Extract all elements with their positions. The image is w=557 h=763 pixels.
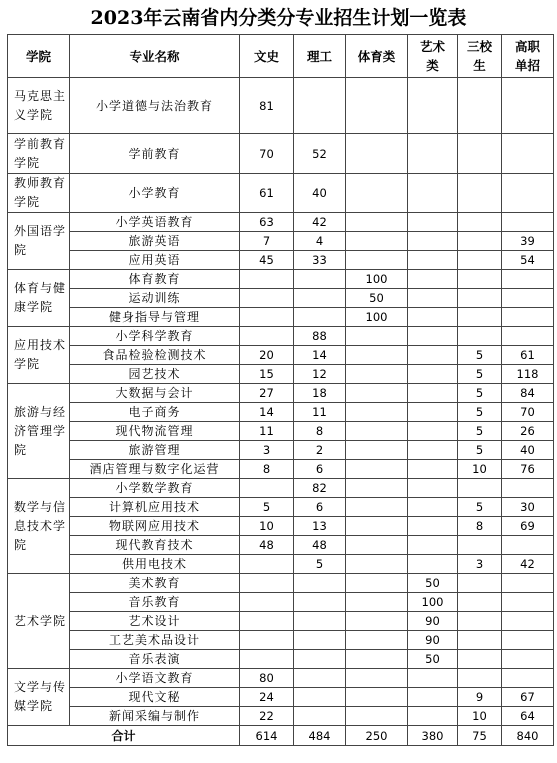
- table-row: [8, 270, 554, 289]
- tiyu-cell: [346, 612, 408, 631]
- sanxiaosheng-cell: [458, 612, 502, 631]
- college-cell: 外国语学院: [8, 213, 70, 270]
- gaozhi-cell: [502, 669, 554, 688]
- tiyu-cell: 100: [346, 308, 408, 327]
- total-yishu: 380: [408, 726, 458, 746]
- ligong-cell: 11: [294, 403, 346, 422]
- table-row: [8, 536, 554, 555]
- table-row: [8, 517, 554, 536]
- gaozhi-cell: 118: [502, 365, 554, 384]
- table-row: [8, 174, 554, 213]
- gaozhi-cell: [502, 78, 554, 134]
- major-cell: 艺术设计: [70, 612, 240, 631]
- gaozhi-cell: [502, 631, 554, 650]
- table-row: [8, 365, 554, 384]
- tiyu-cell: [346, 134, 408, 174]
- college-cell: 应用技术学院: [8, 327, 70, 384]
- yishu-cell: [408, 422, 458, 441]
- sanxiaosheng-cell: [458, 574, 502, 593]
- major-cell: 计算机应用技术: [70, 498, 240, 517]
- college-cell: 数学与信息技术学院: [8, 479, 70, 574]
- major-cell: 大数据与会计: [70, 384, 240, 403]
- major-cell: 现代文秘: [70, 688, 240, 707]
- sanxiaosheng-cell: 5: [458, 365, 502, 384]
- yishu-cell: [408, 403, 458, 422]
- sanxiaosheng-cell: 5: [458, 498, 502, 517]
- yishu-cell: [408, 460, 458, 479]
- major-cell: 音乐教育: [70, 593, 240, 612]
- gaozhi-cell: [502, 612, 554, 631]
- yishu-cell: [408, 384, 458, 403]
- wenshi-cell: 10: [240, 517, 294, 536]
- header-wenshi: 文史: [240, 35, 294, 78]
- tiyu-cell: 50: [346, 289, 408, 308]
- wenshi-cell: 3: [240, 441, 294, 460]
- yishu-cell: [408, 669, 458, 688]
- sanxiaosheng-cell: 9: [458, 688, 502, 707]
- wenshi-cell: [240, 574, 294, 593]
- ligong-cell: [294, 612, 346, 631]
- table-row: [8, 251, 554, 270]
- table-row: [8, 498, 554, 517]
- major-cell: 小学教育: [70, 174, 240, 213]
- ligong-cell: [294, 593, 346, 612]
- ligong-cell: 6: [294, 460, 346, 479]
- header-major: 专业名称: [70, 35, 240, 78]
- tiyu-cell: [346, 232, 408, 251]
- major-cell: 小学道德与法治教育: [70, 78, 240, 134]
- major-cell: 健身指导与管理: [70, 308, 240, 327]
- tiyu-cell: [346, 631, 408, 650]
- header-tiyu: 体育类: [346, 35, 408, 78]
- major-cell: 供用电技术: [70, 555, 240, 574]
- major-cell: 音乐表演: [70, 650, 240, 669]
- college-cell: 马克思主义学院: [8, 78, 70, 134]
- yishu-cell: 90: [408, 631, 458, 650]
- table-row: [8, 555, 554, 574]
- gaozhi-cell: 70: [502, 403, 554, 422]
- ligong-cell: [294, 308, 346, 327]
- table-row: [8, 631, 554, 650]
- yishu-cell: [408, 134, 458, 174]
- yishu-cell: [408, 251, 458, 270]
- tiyu-cell: [346, 688, 408, 707]
- wenshi-cell: 61: [240, 174, 294, 213]
- sanxiaosheng-cell: 3: [458, 555, 502, 574]
- college-cell: 学前教育学院: [8, 134, 70, 174]
- yishu-cell: 100: [408, 593, 458, 612]
- table-row: [8, 479, 554, 498]
- sanxiaosheng-cell: [458, 650, 502, 669]
- table-row: [8, 593, 554, 612]
- table-row: [8, 78, 554, 134]
- yishu-cell: [408, 78, 458, 134]
- yishu-cell: [408, 346, 458, 365]
- major-cell: 工艺美术品设计: [70, 631, 240, 650]
- header-yishu: 艺术类: [408, 35, 458, 78]
- tiyu-cell: [346, 460, 408, 479]
- table-row: [8, 441, 554, 460]
- header-gaozhi: 高职单招: [502, 35, 554, 78]
- tiyu-cell: 100: [346, 270, 408, 289]
- enrollment-plan-table: [7, 34, 554, 746]
- ligong-cell: 2: [294, 441, 346, 460]
- sanxiaosheng-cell: [458, 213, 502, 232]
- tiyu-cell: [346, 174, 408, 213]
- table-row: [8, 327, 554, 346]
- ligong-cell: [294, 669, 346, 688]
- table-row: [8, 384, 554, 403]
- wenshi-cell: 48: [240, 536, 294, 555]
- tiyu-cell: [346, 346, 408, 365]
- table-row: [8, 213, 554, 232]
- major-cell: 园艺技术: [70, 365, 240, 384]
- wenshi-cell: [240, 650, 294, 669]
- wenshi-cell: [240, 270, 294, 289]
- tiyu-cell: [346, 365, 408, 384]
- yishu-cell: [408, 327, 458, 346]
- major-cell: 现代教育技术: [70, 536, 240, 555]
- tiyu-cell: [346, 403, 408, 422]
- tiyu-cell: [346, 650, 408, 669]
- ligong-cell: 8: [294, 422, 346, 441]
- major-cell: 食品检验检测技术: [70, 346, 240, 365]
- gaozhi-cell: 30: [502, 498, 554, 517]
- wenshi-cell: [240, 593, 294, 612]
- total-wenshi: 614: [240, 726, 294, 746]
- yishu-cell: 50: [408, 650, 458, 669]
- gaozhi-cell: [502, 479, 554, 498]
- gaozhi-cell: [502, 650, 554, 669]
- tiyu-cell: [346, 536, 408, 555]
- college-cell: 体育与健康学院: [8, 270, 70, 327]
- table-row: [8, 688, 554, 707]
- sanxiaosheng-cell: [458, 270, 502, 289]
- ligong-cell: 4: [294, 232, 346, 251]
- sanxiaosheng-cell: [458, 289, 502, 308]
- table-row: [8, 460, 554, 479]
- ligong-cell: 52: [294, 134, 346, 174]
- wenshi-cell: 45: [240, 251, 294, 270]
- major-cell: 现代物流管理: [70, 422, 240, 441]
- college-cell: 文学与传媒学院: [8, 669, 70, 726]
- wenshi-cell: 11: [240, 422, 294, 441]
- sanxiaosheng-cell: 10: [458, 707, 502, 726]
- yishu-cell: [408, 270, 458, 289]
- table-row: [8, 422, 554, 441]
- tiyu-cell: [346, 593, 408, 612]
- wenshi-cell: 80: [240, 669, 294, 688]
- major-cell: 小学语文教育: [70, 669, 240, 688]
- major-cell: 小学英语教育: [70, 213, 240, 232]
- tiyu-cell: [346, 707, 408, 726]
- sanxiaosheng-cell: [458, 232, 502, 251]
- sanxiaosheng-cell: [458, 669, 502, 688]
- table-row: [8, 669, 554, 688]
- tiyu-cell: [346, 498, 408, 517]
- gaozhi-cell: 39: [502, 232, 554, 251]
- total-gaozhi: 840: [502, 726, 554, 746]
- sanxiaosheng-cell: [458, 308, 502, 327]
- tiyu-cell: [346, 669, 408, 688]
- wenshi-cell: 7: [240, 232, 294, 251]
- sanxiaosheng-cell: 8: [458, 517, 502, 536]
- sanxiaosheng-cell: 5: [458, 422, 502, 441]
- table-row: [8, 707, 554, 726]
- major-cell: 应用英语: [70, 251, 240, 270]
- sanxiaosheng-cell: [458, 78, 502, 134]
- yishu-cell: [408, 536, 458, 555]
- yishu-cell: [408, 174, 458, 213]
- total-label: 合计: [8, 726, 240, 746]
- wenshi-cell: 20: [240, 346, 294, 365]
- yishu-cell: [408, 289, 458, 308]
- table-row: [8, 289, 554, 308]
- wenshi-cell: [240, 289, 294, 308]
- ligong-cell: 12: [294, 365, 346, 384]
- ligong-cell: 33: [294, 251, 346, 270]
- sanxiaosheng-cell: 5: [458, 441, 502, 460]
- yishu-cell: [408, 441, 458, 460]
- sanxiaosheng-cell: 10: [458, 460, 502, 479]
- table-row: [8, 574, 554, 593]
- gaozhi-cell: 40: [502, 441, 554, 460]
- table-row: [8, 134, 554, 174]
- major-cell: 物联网应用技术: [70, 517, 240, 536]
- tiyu-cell: [346, 574, 408, 593]
- major-cell: 小学数学教育: [70, 479, 240, 498]
- wenshi-cell: 70: [240, 134, 294, 174]
- ligong-cell: [294, 688, 346, 707]
- ligong-cell: 13: [294, 517, 346, 536]
- gaozhi-cell: [502, 270, 554, 289]
- tiyu-cell: [346, 555, 408, 574]
- gaozhi-cell: 69: [502, 517, 554, 536]
- ligong-cell: [294, 289, 346, 308]
- wenshi-cell: [240, 555, 294, 574]
- wenshi-cell: [240, 327, 294, 346]
- college-cell: 旅游与经济管理学院: [8, 384, 70, 479]
- gaozhi-cell: [502, 289, 554, 308]
- tiyu-cell: [346, 251, 408, 270]
- total-row: [8, 726, 554, 746]
- major-cell: 旅游管理: [70, 441, 240, 460]
- tiyu-cell: [346, 517, 408, 536]
- yishu-cell: [408, 688, 458, 707]
- major-cell: 电子商务: [70, 403, 240, 422]
- college-cell: 艺术学院: [8, 574, 70, 669]
- wenshi-cell: 8: [240, 460, 294, 479]
- yishu-cell: [408, 517, 458, 536]
- tiyu-cell: [346, 213, 408, 232]
- sanxiaosheng-cell: 5: [458, 384, 502, 403]
- yishu-cell: [408, 232, 458, 251]
- table-row: [8, 403, 554, 422]
- sanxiaosheng-cell: [458, 479, 502, 498]
- header-college: 学院: [8, 35, 70, 78]
- total-tiyu: 250: [346, 726, 408, 746]
- ligong-cell: 5: [294, 555, 346, 574]
- major-cell: 旅游英语: [70, 232, 240, 251]
- sanxiaosheng-cell: [458, 593, 502, 612]
- wenshi-cell: 14: [240, 403, 294, 422]
- college-cell: 教师教育学院: [8, 174, 70, 213]
- tiyu-cell: [346, 327, 408, 346]
- sanxiaosheng-cell: [458, 327, 502, 346]
- header-ligong: 理工: [294, 35, 346, 78]
- gaozhi-cell: 76: [502, 460, 554, 479]
- major-cell: 学前教育: [70, 134, 240, 174]
- tiyu-cell: [346, 479, 408, 498]
- total-ligong: 484: [294, 726, 346, 746]
- gaozhi-cell: [502, 308, 554, 327]
- ligong-cell: 42: [294, 213, 346, 232]
- tiyu-cell: [346, 78, 408, 134]
- ligong-cell: 40: [294, 174, 346, 213]
- ligong-cell: [294, 631, 346, 650]
- sanxiaosheng-cell: [458, 174, 502, 213]
- sanxiaosheng-cell: [458, 134, 502, 174]
- yishu-cell: [408, 555, 458, 574]
- gaozhi-cell: [502, 574, 554, 593]
- ligong-cell: 88: [294, 327, 346, 346]
- wenshi-cell: 63: [240, 213, 294, 232]
- major-cell: 小学科学教育: [70, 327, 240, 346]
- yishu-cell: [408, 479, 458, 498]
- page-title: 2023年云南省内分类分专业招生计划一览表: [90, 7, 467, 29]
- ligong-cell: 6: [294, 498, 346, 517]
- major-cell: 运动训练: [70, 289, 240, 308]
- major-cell: 体育教育: [70, 270, 240, 289]
- wenshi-cell: [240, 631, 294, 650]
- table-row: [8, 232, 554, 251]
- table-body: [8, 78, 554, 746]
- yishu-cell: 90: [408, 612, 458, 631]
- gaozhi-cell: 67: [502, 688, 554, 707]
- gaozhi-cell: 26: [502, 422, 554, 441]
- yishu-cell: [408, 498, 458, 517]
- header-row: [8, 35, 554, 78]
- wenshi-cell: [240, 612, 294, 631]
- sanxiaosheng-cell: [458, 251, 502, 270]
- tiyu-cell: [346, 422, 408, 441]
- gaozhi-cell: 84: [502, 384, 554, 403]
- sanxiaosheng-cell: [458, 631, 502, 650]
- ligong-cell: 14: [294, 346, 346, 365]
- tiyu-cell: [346, 384, 408, 403]
- sanxiaosheng-cell: 5: [458, 346, 502, 365]
- table-row: [8, 308, 554, 327]
- table-row: [8, 346, 554, 365]
- table-row: [8, 612, 554, 631]
- gaozhi-cell: [502, 174, 554, 213]
- gaozhi-cell: 64: [502, 707, 554, 726]
- wenshi-cell: 27: [240, 384, 294, 403]
- gaozhi-cell: [502, 536, 554, 555]
- ligong-cell: [294, 78, 346, 134]
- gaozhi-cell: [502, 327, 554, 346]
- gaozhi-cell: [502, 593, 554, 612]
- major-cell: 美术教育: [70, 574, 240, 593]
- ligong-cell: [294, 270, 346, 289]
- yishu-cell: [408, 365, 458, 384]
- gaozhi-cell: [502, 134, 554, 174]
- total-sanxiaosheng: 75: [458, 726, 502, 746]
- gaozhi-cell: [502, 213, 554, 232]
- header-sanxiaosheng: 三校生: [458, 35, 502, 78]
- major-cell: 酒店管理与数字化运营: [70, 460, 240, 479]
- ligong-cell: [294, 650, 346, 669]
- table-row: [8, 650, 554, 669]
- wenshi-cell: 5: [240, 498, 294, 517]
- wenshi-cell: 22: [240, 707, 294, 726]
- yishu-cell: [408, 213, 458, 232]
- major-cell: 新闻采编与制作: [70, 707, 240, 726]
- tiyu-cell: [346, 441, 408, 460]
- ligong-cell: 82: [294, 479, 346, 498]
- sanxiaosheng-cell: 5: [458, 403, 502, 422]
- yishu-cell: [408, 707, 458, 726]
- gaozhi-cell: 54: [502, 251, 554, 270]
- wenshi-cell: 24: [240, 688, 294, 707]
- wenshi-cell: [240, 479, 294, 498]
- yishu-cell: [408, 308, 458, 327]
- sanxiaosheng-cell: [458, 536, 502, 555]
- wenshi-cell: 15: [240, 365, 294, 384]
- wenshi-cell: 81: [240, 78, 294, 134]
- ligong-cell: 48: [294, 536, 346, 555]
- ligong-cell: [294, 574, 346, 593]
- ligong-cell: [294, 707, 346, 726]
- wenshi-cell: [240, 308, 294, 327]
- gaozhi-cell: 42: [502, 555, 554, 574]
- ligong-cell: 18: [294, 384, 346, 403]
- gaozhi-cell: 61: [502, 346, 554, 365]
- yishu-cell: 50: [408, 574, 458, 593]
